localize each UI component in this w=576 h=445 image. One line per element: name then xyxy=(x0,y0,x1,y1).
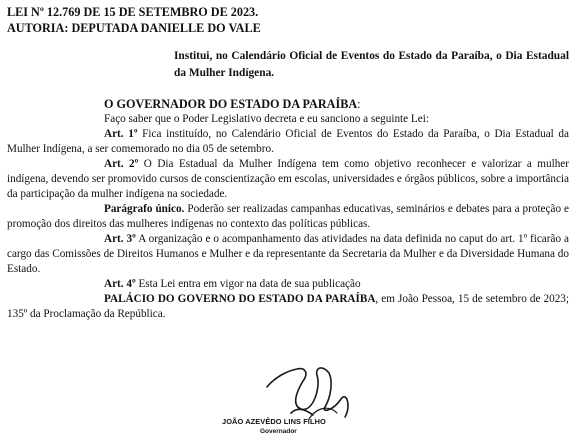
handwritten-signature-icon xyxy=(205,347,405,427)
intro-paragraph: Faço saber que o Poder Legislativo decreta e eu sanciono a seguinte Lei: xyxy=(104,113,429,125)
article-1 xyxy=(7,127,569,157)
closing-text: , em João Pessoa, 15 de setembro de 2023; 135º da Proclamação da República. xyxy=(7,293,569,320)
signer-name: JOÃO AZEVÊDO LINS FILHO xyxy=(222,417,326,426)
ementa-summary: Institui, no Calendário Oficial de Eventos do Estado da Paraíba, o Dia Estadual da Mulher Indígena. xyxy=(174,50,569,79)
article-text: Esta Lei entra em vigor na data de sua publicação xyxy=(135,278,361,290)
article-4 xyxy=(7,277,569,292)
article-2 xyxy=(7,157,569,202)
governor-colon: : xyxy=(357,97,361,111)
article-label: Art. 2º xyxy=(104,158,139,170)
article-label: Art. 3º xyxy=(104,233,136,245)
article-3 xyxy=(7,232,569,277)
governor-heading xyxy=(104,96,569,112)
article-label: Art. 4º xyxy=(104,278,136,290)
article-label: Parágrafo único. xyxy=(104,203,185,215)
article-label: Art. 1º xyxy=(104,128,138,140)
article-text: Poderão ser realizadas campanhas educativas, seminários e debates para a proteção e promoção dos direitos das mulheres indígenas no contexto das políticas públicas. xyxy=(7,203,569,230)
article-text: Fica instituído, no Calendário Oficial de Eventos do Estado da Paraíba, o Dia Estadual da Mulher Indígena, a ser comemorado no dia 05 de setembro. xyxy=(7,128,569,155)
law-number-heading: LEI Nº 12.769 DE 15 DE SETEMBRO DE 2023. xyxy=(7,5,259,19)
law-document xyxy=(7,4,569,322)
authorship-line: AUTORIA: DEPUTADA DANIELLE DO VALE xyxy=(7,21,261,35)
palace-name: PALÁCIO DO GOVERNO DO ESTADO DA PARAÍBA xyxy=(104,293,376,305)
signature-block xyxy=(205,347,405,445)
sole-paragraph xyxy=(7,202,569,232)
article-text: O Dia Estadual da Mulher Indígena tem como objetivo reconhecer e valorizar a mulher indígena, devendo ser promovido cursos de conscientização em escolas, universidades e órgãos públicos, sobre a importância da participação da mulher indígena na sociedade. xyxy=(7,158,569,200)
article-text: A organização e o acompanhamento das atividades na data definida no caput do art. 1º ficarão a cargo das Comissões de Direitos Humanos e Mulher e da representante da Secretaria da Mulher e da Diversidade Humana do Estado. xyxy=(7,233,570,275)
closing-paragraph xyxy=(7,292,569,322)
signer-title: Governador xyxy=(260,428,297,435)
governor-title: O GOVERNADOR DO ESTADO DA PARAÍBA xyxy=(104,97,358,111)
